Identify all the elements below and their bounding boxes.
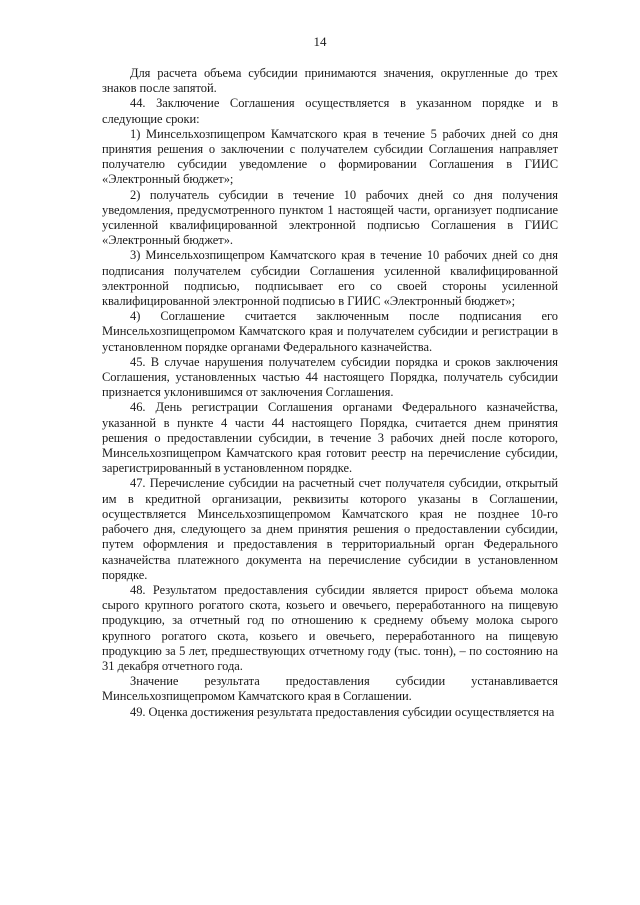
paragraph-44-item-4: 4) Соглашение считается заключенным после подписания его Минсельхозпищепромом Камчатского края и получателем субсидии и регистрации в установленном порядке органами Федерального казначейства.: [102, 309, 558, 354]
paragraph-rounding: Для расчета объема субсидии принимаются значения, округленные до трех знаков после запятой.: [102, 66, 558, 96]
paragraph-44-item-2: 2) получатель субсидии в течение 10 рабочих дней со дня получения уведомления, предусмотренного пунктом 1 настоящей части, организует подписание усиленной квалифицированной электронной подписью Соглашения в ГИИС «Электронный бюджет».: [102, 187, 558, 248]
paragraph-44-item-3: 3) Минсельхозпищепром Камчатского края в течение 10 рабочих дней со дня подписания получателем субсидии Соглашения усиленной квалифицированной электронной подписью, подписывает его со своей стороны усиленной квалифицированной электронной подписью в ГИИС «Электронный бюджет»;: [102, 248, 558, 309]
paragraph-46: 46. День регистрации Соглашения органами Федерального казначейства, указанной в пункте 4 части 44 настоящего Порядка, считается днем принятия решения о предоставлении субсидии, в течение 3 рабочих дней после которого, Минсельхозпищепром Камчатского края готовит реестр на перечисление субсидии, зарегистрированный в установленном порядке.: [102, 400, 558, 476]
page-number: 14: [313, 34, 327, 49]
paragraph-47: 47. Перечисление субсидии на расчетный счет получателя субсидии, открытый им в кредитной организации, реквизиты которого указаны в Соглашении, осуществляется Минсельхозпищепромом Камчатского края не позднее 10-го рабочего дня, следующего за днем принятия решения о предоставлении субсидии, путем оформления и предоставления в территориальный орган Федерального казначейства платежного документа на перечисление субсидии в установленном порядке.: [102, 476, 558, 582]
document-body: [102, 66, 558, 720]
paragraph-45: 45. В случае нарушения получателем субсидии порядка и сроков заключения Соглашения, установленных частью 44 настоящего Порядка, получатель субсидии признается уклонившимся от заключения Соглашения.: [102, 354, 558, 400]
paragraph-49: 49. Оценка достижения результата предоставления субсидии осуществляется на: [130, 704, 555, 719]
paragraph-44: 44. Заключение Соглашения осуществляется в указанном порядке и в следующие сроки:: [102, 96, 558, 126]
paragraph-44-item-1: 1) Минсельхозпищепром Камчатского края в течение 5 рабочих дней со дня принятия решения о заключении с получателем субсидии Соглашения направляет получателю субсидии уведомление о формировании Соглашения в ГИИС «Электронный бюджет»;: [102, 126, 558, 187]
paragraph-48: 48. Результатом предоставления субсидии является прирост объема молока сырого крупного рогатого скота, козьего и овечьего, переработанного на пищевую продукцию, за отчетный год по отношению к среднему объему молока сырого крупного рогатого скота, козьего и овечьего, переработанного на пищевую продукцию за 5 лет, предшествующих отчетному году (тыс. тонн), – по состоянию на 31 декабря отчетного года.: [102, 582, 558, 673]
paragraph-48-value: Значение результата предоставления субсидии устанавливается Минсельхозпищепромом Камчатского края в Соглашении.: [102, 674, 558, 704]
